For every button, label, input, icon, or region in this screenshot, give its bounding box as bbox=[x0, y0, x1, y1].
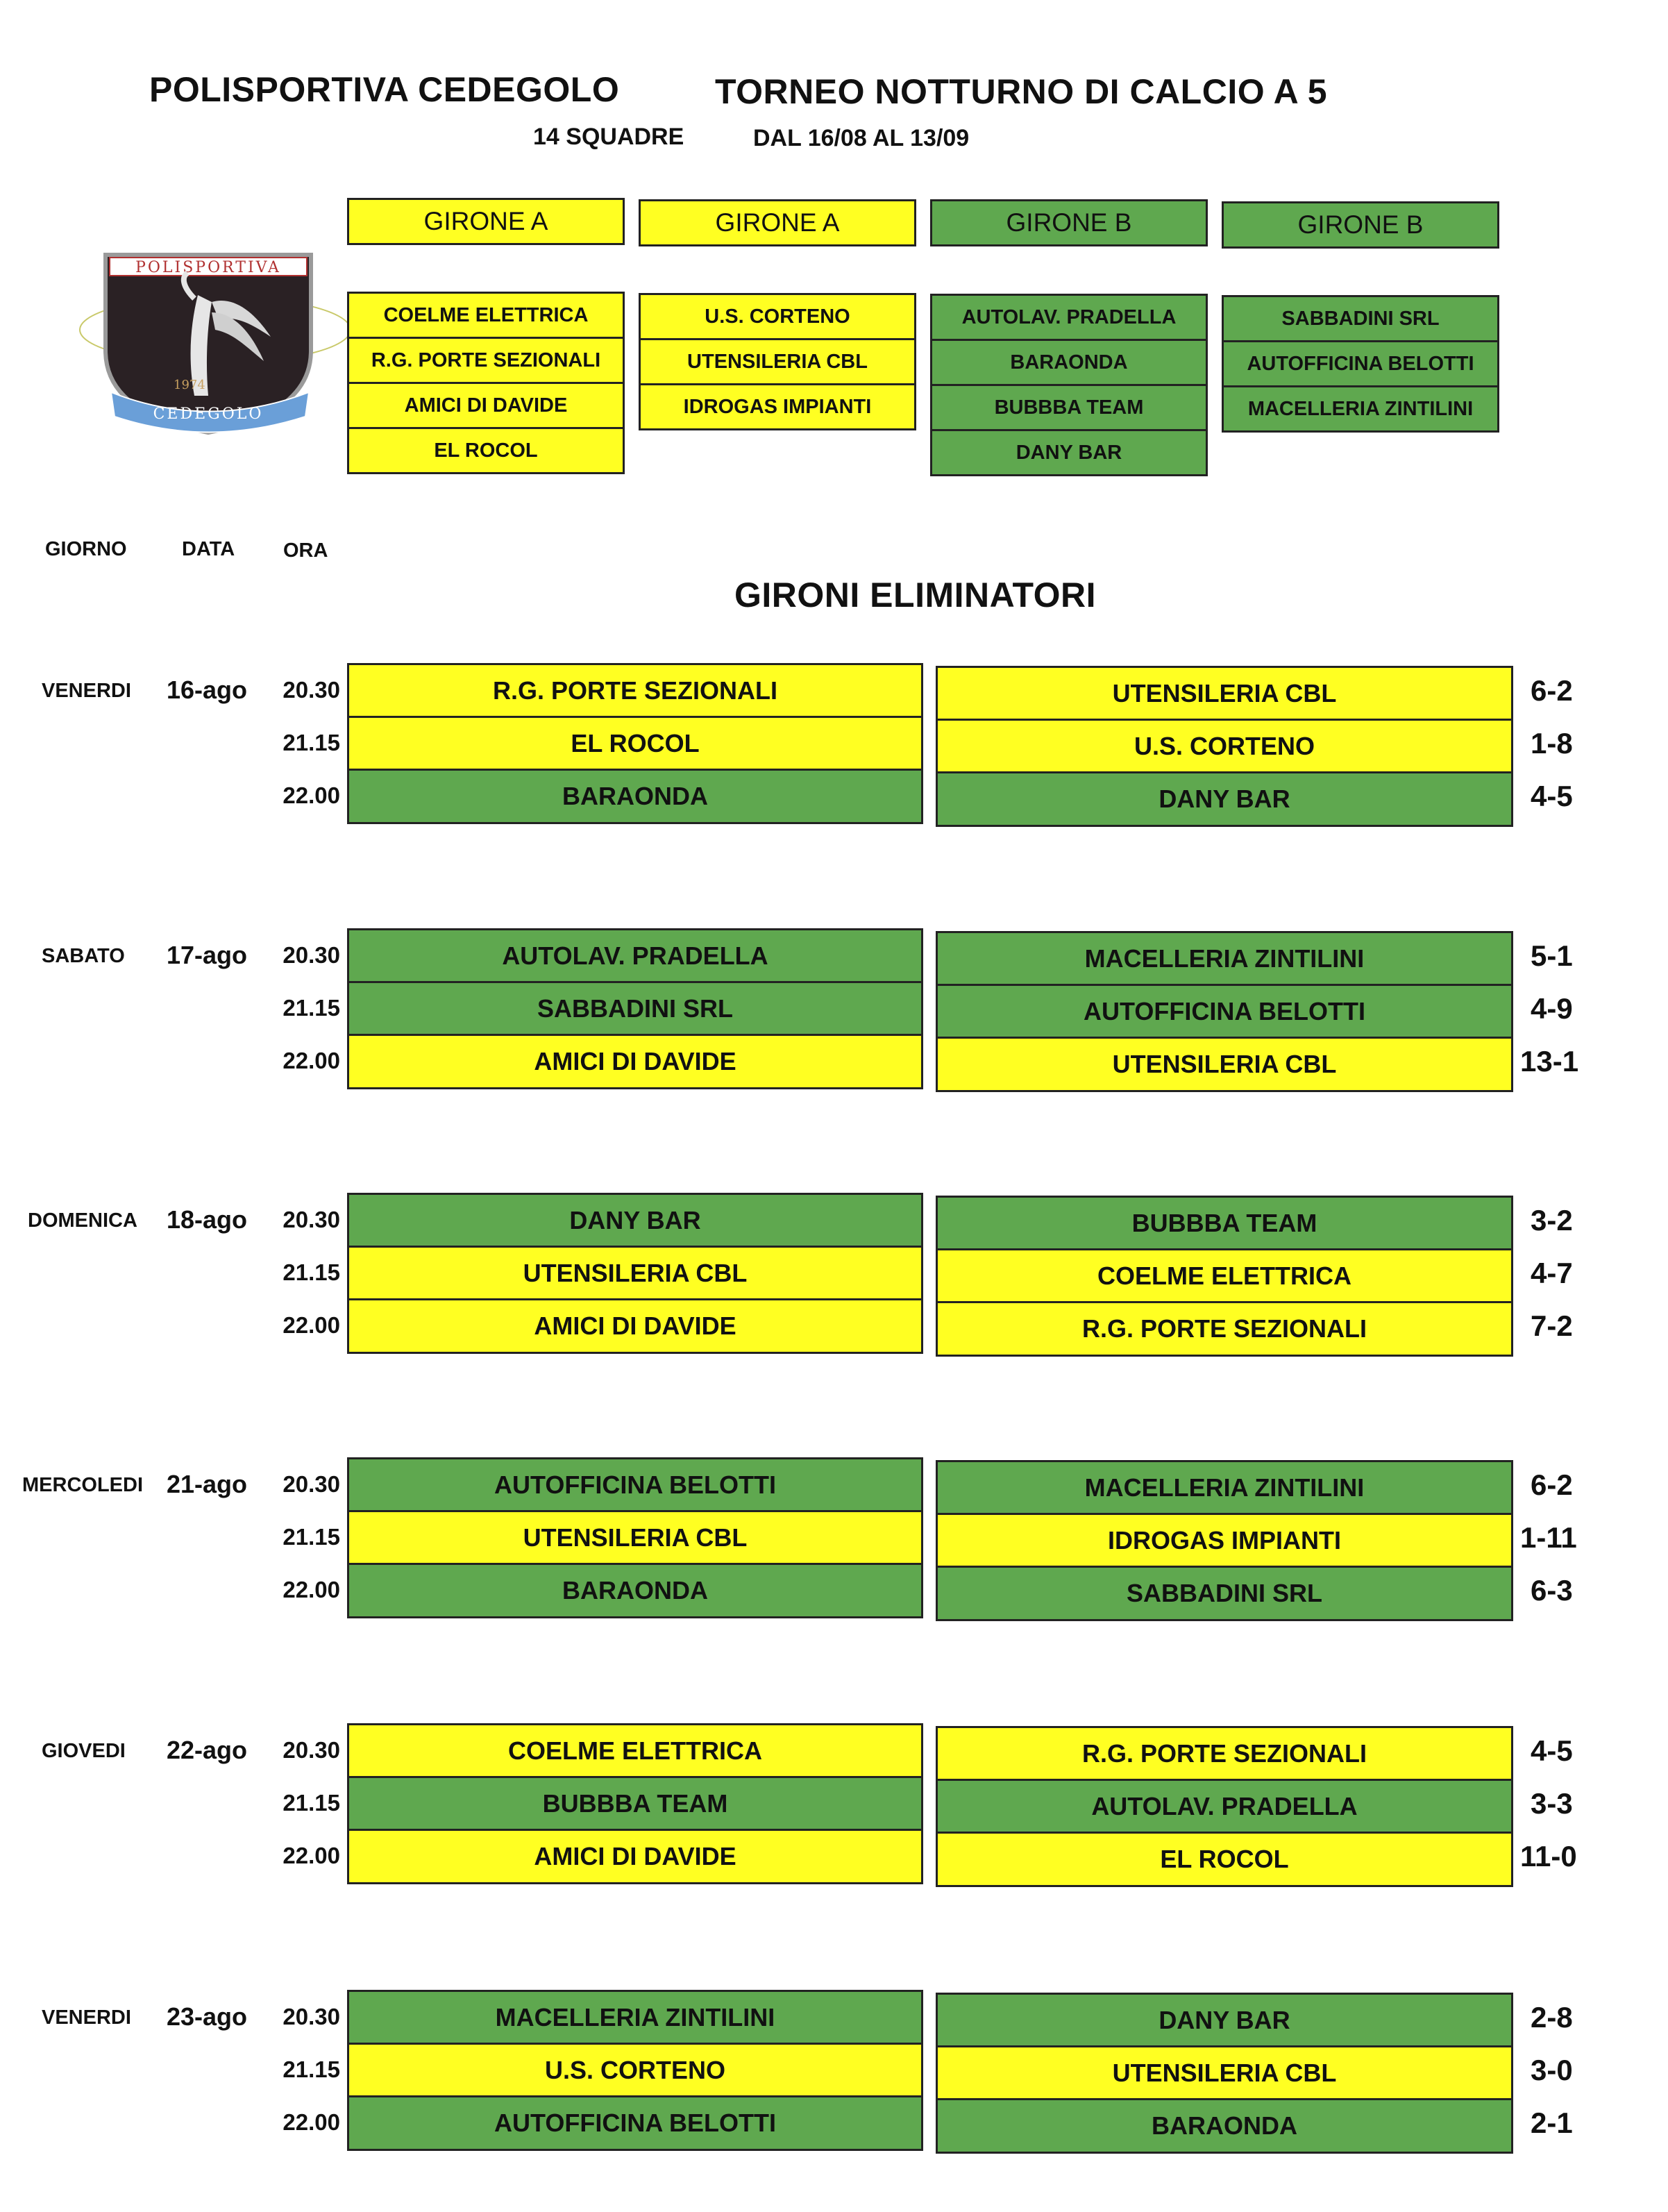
match-score: 2-1 bbox=[1531, 2106, 1573, 2139]
away-team: COELME ELETTRICA bbox=[936, 1248, 1513, 1304]
group-team: AUTOFFICINA BELOTTI bbox=[1222, 340, 1499, 387]
logo-top-text: POLISPORTIVA bbox=[135, 259, 281, 276]
col-giorno: GIORNO bbox=[45, 538, 127, 560]
away-team: U.S. CORTENO bbox=[936, 719, 1513, 774]
away-team: AUTOFFICINA BELOTTI bbox=[936, 984, 1513, 1039]
group-team: EL ROCOL bbox=[347, 427, 625, 474]
home-team: SABBADINI SRL bbox=[347, 981, 923, 1037]
group-team: AMICI DI DAVIDE bbox=[347, 382, 625, 429]
match-time: 22.00 bbox=[283, 1843, 340, 1868]
match-time: 22.00 bbox=[283, 1048, 340, 1073]
home-team: BARAONDA bbox=[347, 769, 923, 824]
group-team: U.S. CORTENO bbox=[639, 293, 916, 340]
away-team: SABBADINI SRL bbox=[936, 1566, 1513, 1621]
group-team: IDROGAS IMPIANTI bbox=[639, 383, 916, 430]
home-team: AMICI DI DAVIDE bbox=[347, 1298, 923, 1354]
match-score: 6-2 bbox=[1531, 674, 1573, 707]
home-team: EL ROCOL bbox=[347, 716, 923, 771]
away-team: BARAONDA bbox=[936, 2098, 1513, 2154]
away-team: IDROGAS IMPIANTI bbox=[936, 1513, 1513, 1568]
org-title: POLISPORTIVA CEDEGOLO bbox=[149, 70, 620, 109]
home-team: R.G. PORTE SEZIONALI bbox=[347, 663, 923, 719]
col-ora: ORA bbox=[283, 539, 328, 562]
group-b-title-1: GIRONE B bbox=[930, 199, 1208, 246]
date-label: 23-ago bbox=[167, 2002, 248, 2031]
club-logo bbox=[69, 246, 347, 441]
col-data: DATA bbox=[182, 538, 235, 560]
day-label: MERCOLEDI bbox=[22, 1474, 143, 1496]
home-team: BUBBBA TEAM bbox=[347, 1776, 923, 1832]
match-score: 5-1 bbox=[1531, 939, 1573, 972]
home-team: AUTOFFICINA BELOTTI bbox=[347, 1457, 923, 1513]
home-team: AMICI DI DAVIDE bbox=[347, 1829, 923, 1884]
match-score: 3-0 bbox=[1531, 2054, 1573, 2086]
group-team: AUTOLAV. PRADELLA bbox=[930, 294, 1208, 341]
day-label: VENERDI bbox=[42, 2006, 131, 2029]
match-time: 21.15 bbox=[283, 2056, 340, 2082]
match-time: 21.15 bbox=[283, 730, 340, 755]
logo-bottom-text: CEDEGOLO bbox=[153, 405, 264, 423]
home-team: DANY BAR bbox=[347, 1193, 923, 1248]
tournament-title: TORNEO NOTTURNO DI CALCIO A 5 bbox=[715, 72, 1328, 111]
group-team: BARAONDA bbox=[930, 339, 1208, 386]
away-team: R.G. PORTE SEZIONALI bbox=[936, 1726, 1513, 1782]
home-team: AUTOLAV. PRADELLA bbox=[347, 928, 923, 984]
group-team: DANY BAR bbox=[930, 429, 1208, 476]
day-label: SABATO bbox=[42, 945, 125, 967]
date-label: 16-ago bbox=[167, 676, 248, 704]
match-time: 20.30 bbox=[283, 2004, 340, 2029]
away-team: UTENSILERIA CBL bbox=[936, 1037, 1513, 1092]
away-team: R.G. PORTE SEZIONALI bbox=[936, 1301, 1513, 1357]
match-score: 1-8 bbox=[1531, 727, 1573, 760]
away-team: MACELLERIA ZINTILINI bbox=[936, 1460, 1513, 1516]
match-score: 6-2 bbox=[1531, 1468, 1573, 1501]
match-time: 20.30 bbox=[283, 1471, 340, 1497]
away-team: AUTOLAV. PRADELLA bbox=[936, 1779, 1513, 1834]
match-time: 21.15 bbox=[283, 1790, 340, 1816]
match-score: 1-11 bbox=[1520, 1521, 1577, 1554]
home-team: UTENSILERIA CBL bbox=[347, 1510, 923, 1566]
match-time: 22.00 bbox=[283, 2109, 340, 2135]
match-score: 4-9 bbox=[1531, 992, 1573, 1025]
match-time: 22.00 bbox=[283, 782, 340, 808]
match-time: 22.00 bbox=[283, 1312, 340, 1338]
section-title: GIRONI ELIMINATORI bbox=[734, 576, 1097, 614]
away-team: DANY BAR bbox=[936, 1993, 1513, 2048]
teams-count: 14 SQUADRE bbox=[533, 124, 684, 150]
home-team: BARAONDA bbox=[347, 1563, 923, 1618]
date-label: 18-ago bbox=[167, 1205, 248, 1234]
group-b-list-2 bbox=[1222, 295, 1499, 433]
home-team: AMICI DI DAVIDE bbox=[347, 1034, 923, 1089]
match-score: 4-5 bbox=[1531, 1734, 1573, 1767]
group-a-list-1 bbox=[347, 292, 625, 474]
match-score: 13-1 bbox=[1520, 1045, 1579, 1078]
day-label: VENERDI bbox=[42, 680, 131, 702]
away-team: EL ROCOL bbox=[936, 1832, 1513, 1887]
home-team: U.S. CORTENO bbox=[347, 2043, 923, 2098]
match-time: 20.30 bbox=[283, 1207, 340, 1232]
match-time: 20.30 bbox=[283, 677, 340, 703]
away-team: DANY BAR bbox=[936, 771, 1513, 827]
group-team: COELME ELETTRICA bbox=[347, 292, 625, 339]
away-team: BUBBBA TEAM bbox=[936, 1196, 1513, 1251]
away-team: UTENSILERIA CBL bbox=[936, 666, 1513, 721]
group-team: BUBBBA TEAM bbox=[930, 384, 1208, 431]
match-score: 3-3 bbox=[1531, 1787, 1573, 1820]
home-team: AUTOFFICINA BELOTTI bbox=[347, 2095, 923, 2151]
match-time: 21.15 bbox=[283, 995, 340, 1021]
group-a-title-1: GIRONE A bbox=[347, 198, 625, 245]
day-label: DOMENICA bbox=[28, 1209, 137, 1232]
day-label: GIOVEDI bbox=[42, 1740, 126, 1762]
group-b-list-1 bbox=[930, 294, 1208, 476]
home-team: COELME ELETTRICA bbox=[347, 1723, 923, 1779]
match-score: 3-2 bbox=[1531, 1204, 1573, 1237]
group-team: SABBADINI SRL bbox=[1222, 295, 1499, 342]
home-team: UTENSILERIA CBL bbox=[347, 1246, 923, 1301]
match-score: 7-2 bbox=[1531, 1309, 1573, 1342]
match-score: 2-8 bbox=[1531, 2001, 1573, 2034]
logo-year: 1974 bbox=[174, 378, 205, 392]
date-label: 17-ago bbox=[167, 941, 248, 969]
match-score: 6-3 bbox=[1531, 1574, 1573, 1607]
away-team: MACELLERIA ZINTILINI bbox=[936, 931, 1513, 987]
match-score: 4-7 bbox=[1531, 1257, 1573, 1289]
group-a-title-2: GIRONE A bbox=[639, 199, 916, 246]
group-b-title-2: GIRONE B bbox=[1222, 201, 1499, 249]
match-time: 21.15 bbox=[283, 1259, 340, 1285]
group-team: MACELLERIA ZINTILINI bbox=[1222, 385, 1499, 433]
match-time: 22.00 bbox=[283, 1577, 340, 1602]
match-score: 11-0 bbox=[1520, 1840, 1577, 1872]
date-range: DAL 16/08 AL 13/09 bbox=[753, 125, 970, 151]
match-time: 21.15 bbox=[283, 1524, 340, 1550]
home-team: MACELLERIA ZINTILINI bbox=[347, 1990, 923, 2045]
date-label: 21-ago bbox=[167, 1470, 248, 1498]
match-score: 4-5 bbox=[1531, 780, 1573, 812]
date-label: 22-ago bbox=[167, 1736, 248, 1764]
group-a-list-2 bbox=[639, 293, 916, 430]
group-team: UTENSILERIA CBL bbox=[639, 338, 916, 385]
match-time: 20.30 bbox=[283, 942, 340, 968]
group-team: R.G. PORTE SEZIONALI bbox=[347, 337, 625, 384]
match-time: 20.30 bbox=[283, 1737, 340, 1763]
away-team: UTENSILERIA CBL bbox=[936, 2045, 1513, 2101]
